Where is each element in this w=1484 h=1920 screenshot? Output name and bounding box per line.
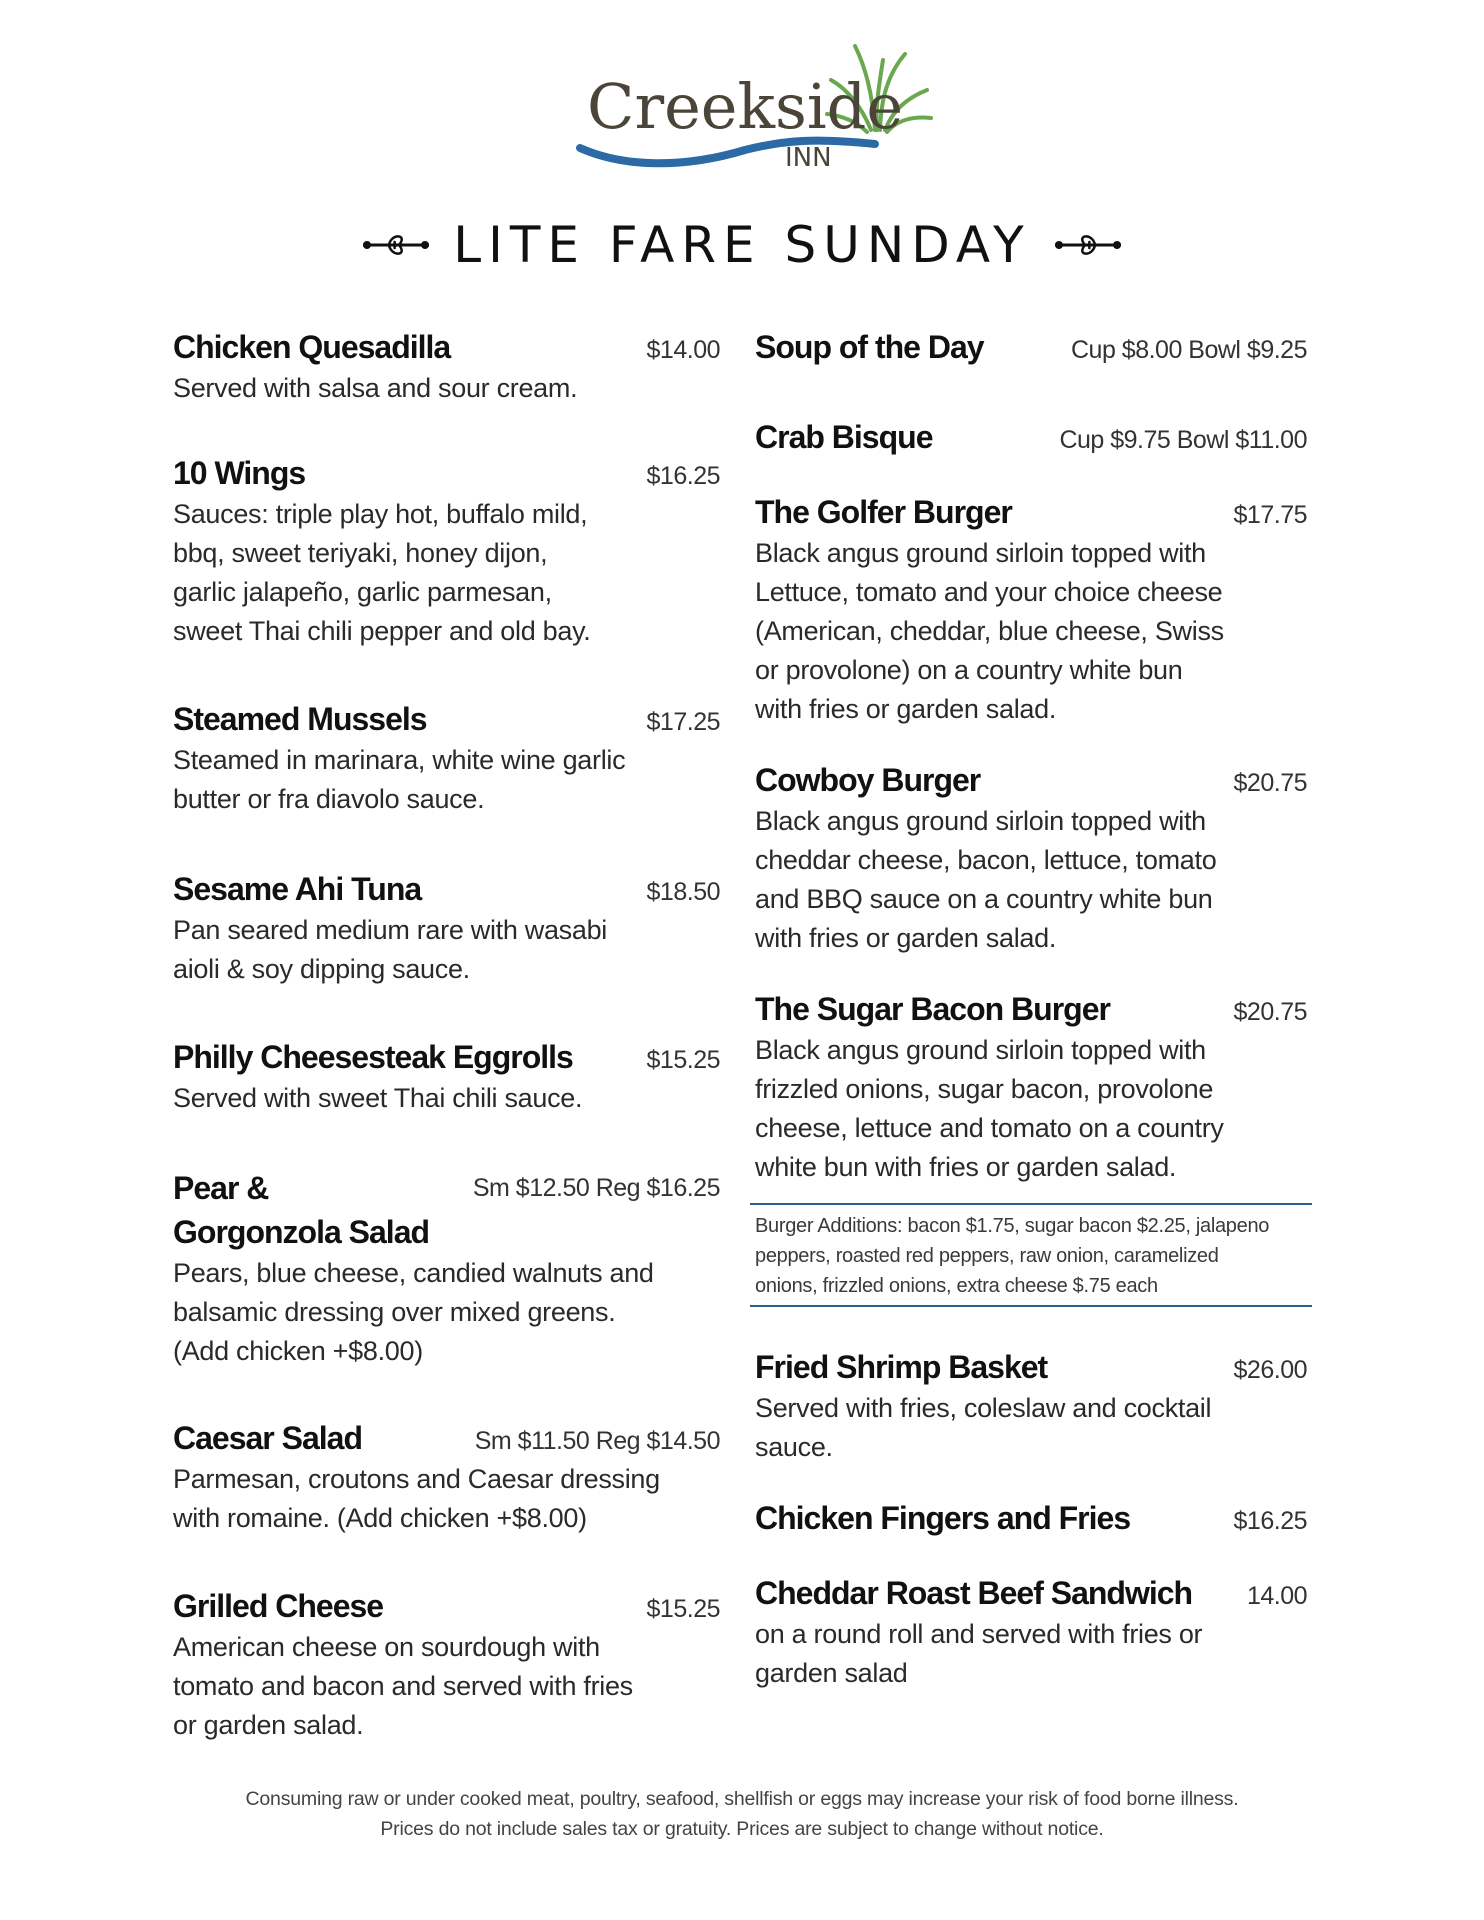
item-name: Pear & Gorgonzola Salad [173,1170,430,1250]
item-price: $14.00 [646,336,720,364]
flourish-right-icon [1053,230,1123,260]
item-name: Cheddar Roast Beef Sandwich [755,1575,1193,1611]
footer-line: Consuming raw or under cooked meat, poultry, seafood, shellfish or eggs may increase your risk of food borne illness. [245,1788,1239,1810]
flourish-left-icon [361,230,431,260]
item-name: The Golfer Burger [755,494,1012,530]
item-description-line: butter or fra diavolo sauce. [173,784,485,814]
item-name: Sesame Ahi Tuna [173,871,422,907]
item-name: Caesar Salad [173,1420,363,1456]
item-price: $15.25 [646,1046,720,1074]
item-description-line: Served with fries, coleslaw and cocktail [755,1393,1212,1423]
footer-line: Prices do not include sales tax or gratuity. Prices are subject to change without notice. [380,1818,1104,1840]
item-description-line: tomato and bacon and served with fries [173,1671,633,1701]
menu-item [173,451,720,651]
item-name: Soup of the Day [755,329,984,365]
item-description-line: Served with salsa and sour cream. [173,373,578,403]
item-description-line: garlic jalapeño, garlic parmesan, [173,577,552,607]
item-name: Cowboy Burger [755,762,981,798]
menu-item [755,490,1307,729]
item-description-line: and BBQ sauce on a country white bun [755,884,1213,914]
item-price: Sm $12.50 Reg $16.25 [472,1174,720,1202]
item-price: $17.75 [1233,501,1307,529]
item-price: Sm $11.50 Reg $14.50 [474,1427,720,1455]
item-description-line: sauce. [755,1432,833,1462]
item-description-line: Steamed in marinara, white wine garlic [173,745,626,775]
item-price: $17.25 [646,708,720,736]
item-description-line: (Add chicken +$8.00) [173,1336,423,1366]
item-description-line: Pan seared medium rare with wasabi [173,915,608,945]
menu-item [755,1571,1307,1693]
item-price: Cup $9.75 Bowl $11.00 [1059,426,1307,454]
item-description-line: with romaine. (Add chicken +$8.00) [173,1503,587,1533]
logo-subtext: INN [785,143,832,173]
menu-item [755,987,1307,1187]
menu-item [173,867,720,989]
menu-item [173,1035,720,1118]
menu-title-row [0,210,1484,280]
menu-item [755,415,1307,459]
menu-item [173,1166,720,1371]
item-description-line: bbq, sweet teriyaki, honey dijon, [173,538,548,568]
item-description-line: Parmesan, croutons and Caesar dressing [173,1464,660,1494]
item-name: Chicken Fingers and Fries [755,1500,1131,1536]
item-price: $18.50 [646,878,720,906]
footer-disclaimer [0,1784,1484,1844]
menu-item [173,1416,720,1538]
item-description-line: white bun with fries or garden salad. [755,1152,1177,1182]
item-description-line: frizzled onions, sugar bacon, provolone [755,1074,1214,1104]
item-description-line: or provolone) on a country white bun [755,655,1183,685]
logo-text: Creekside [587,70,904,143]
burger-additions-box [750,1203,1312,1307]
item-name: Chicken Quesadilla [173,329,451,365]
item-description-line: cheddar cheese, bacon, lettuce, tomato [755,845,1217,875]
item-name: Steamed Mussels [173,701,427,737]
menu-column-left [173,325,720,1745]
item-price: Cup $8.00 Bowl $9.25 [1070,336,1307,364]
item-name: Grilled Cheese [173,1588,384,1624]
item-description-line: aioli & soy dipping sauce. [173,954,470,984]
item-price: $20.75 [1233,998,1307,1026]
item-price: 14.00 [1246,1582,1307,1610]
creekside-inn-logo [575,40,935,180]
item-price: $15.25 [646,1595,720,1623]
item-description-line: cheese, lettuce and tomato on a country [755,1113,1224,1143]
item-name: The Sugar Bacon Burger [755,991,1110,1027]
item-description-line: Pears, blue cheese, candied walnuts and [173,1258,654,1288]
menu-item [755,1496,1307,1540]
menu-item [173,697,720,819]
item-description-line: balsamic dressing over mixed greens. [173,1297,616,1327]
menu-item [173,325,720,408]
item-price: $16.25 [1233,1507,1307,1535]
item-price: $26.00 [1233,1356,1307,1384]
item-name: Fried Shrimp Basket [755,1349,1048,1385]
item-description-line: Sauces: triple play hot, buffalo mild, [173,499,588,529]
item-description-line: Lettuce, tomato and your choice cheese [755,577,1223,607]
menu-item [755,325,1307,369]
menu-column-right [755,325,1307,1693]
item-name: 10 Wings [173,455,306,491]
item-description-line: with fries or garden salad. [755,694,1057,724]
item-description-line: Black angus ground sirloin topped with [755,806,1206,836]
item-price: $16.25 [646,462,720,490]
additions-line: onions, frizzled onions, extra cheese $.75 each [755,1275,1158,1297]
item-description-line: American cheese on sourdough with [173,1632,600,1662]
item-description-line: on a round roll and served with fries or [755,1619,1203,1649]
logo-graphic [575,40,935,180]
item-name: Crab Bisque [755,419,933,455]
item-name: Philly Cheesesteak Eggrolls [173,1039,573,1075]
item-description-line: garden salad [755,1658,908,1688]
item-description-line: with fries or garden salad. [755,923,1057,953]
page-title: LITE FARE SUNDAY [453,216,1031,274]
additions-line: peppers, roasted red peppers, raw onion, caramelized [755,1245,1219,1267]
item-description-line: Served with sweet Thai chili sauce. [173,1083,583,1113]
item-description-line: sweet Thai chili pepper and old bay. [173,616,591,646]
item-description-line: or garden salad. [173,1710,364,1740]
menu-item [755,758,1307,958]
menu-item [173,1584,720,1745]
item-price: $20.75 [1233,769,1307,797]
item-description-line: Black angus ground sirloin topped with [755,1035,1206,1065]
menu-item [755,1345,1307,1467]
item-description-line: Black angus ground sirloin topped with [755,538,1206,568]
additions-line: Burger Additions: bacon $1.75, sugar bacon $2.25, jalapeno [755,1215,1270,1237]
item-description-line: (American, cheddar, blue cheese, Swiss [755,616,1224,646]
